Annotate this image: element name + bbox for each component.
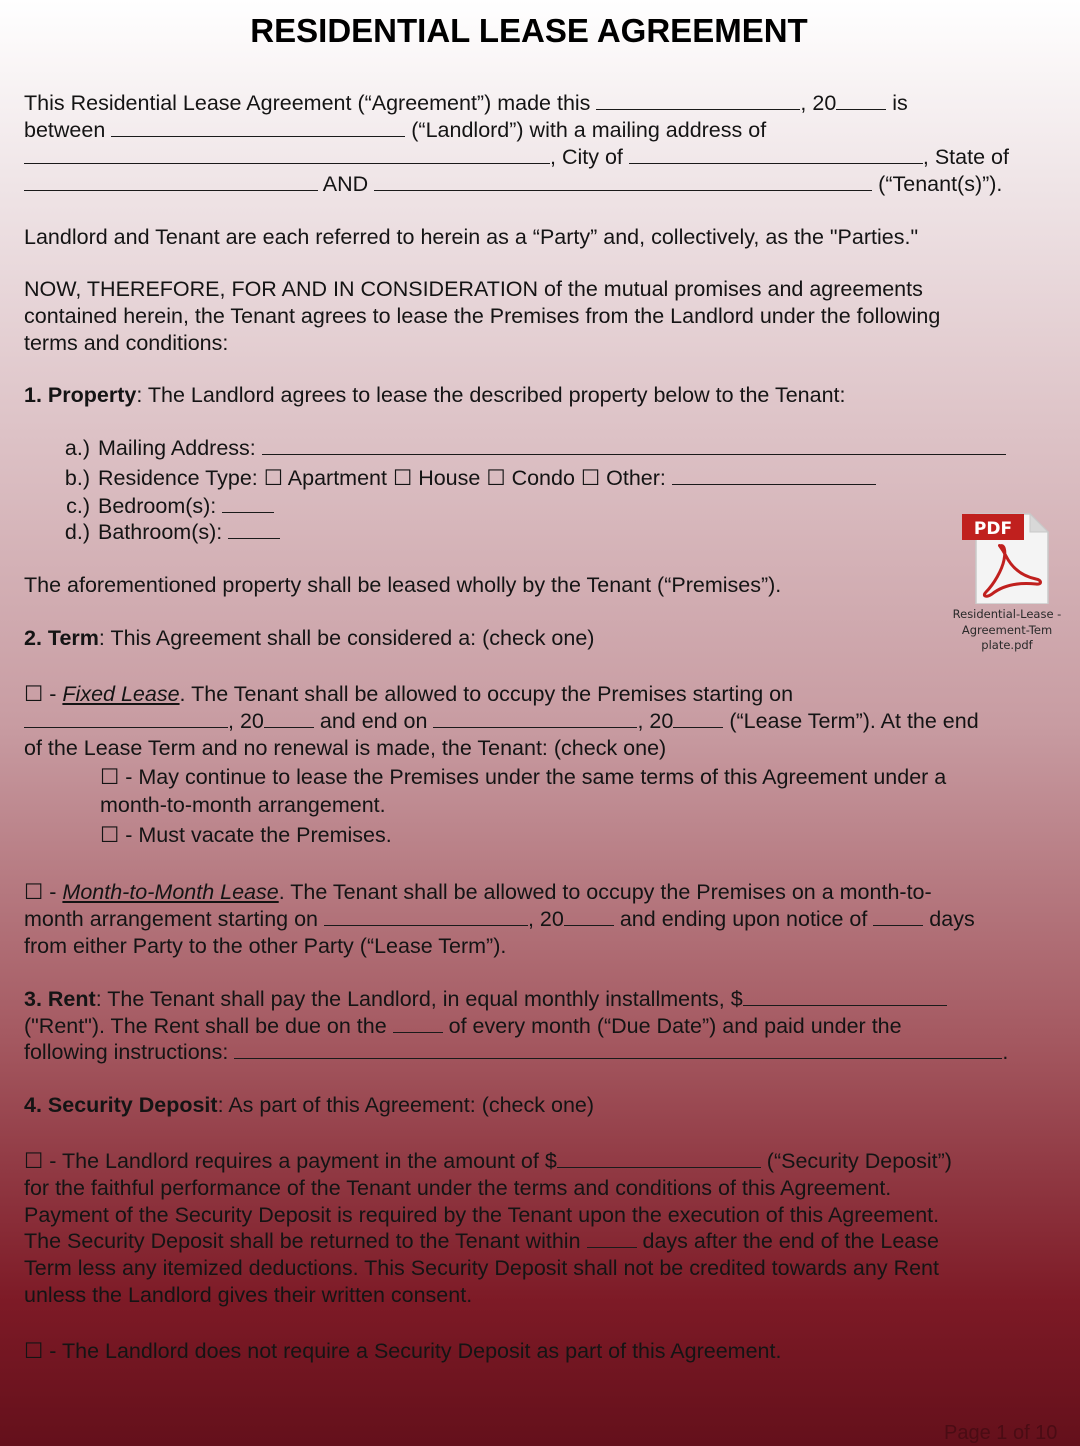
property-item-a: [52, 435, 1006, 462]
item-a-text: Mailing Address:: [98, 436, 256, 460]
city-blank[interactable]: [629, 144, 923, 164]
section-3-text: : The Tenant shall pay the Landlord, in equal monthly installments, $: [95, 987, 743, 1011]
fixed-end-year-prefix: , 20: [637, 709, 674, 733]
renewal-option-continue[interactable]: ☐ - May continue to lease the Premises under the same terms of this Agreement under a: [100, 765, 947, 789]
intro-landlord-text: (“Landlord”) with a mailing address of: [411, 118, 767, 142]
month-lease-line-3: from either Party to the other Party (“Lease Term”).: [24, 934, 507, 958]
bedrooms-blank[interactable]: [222, 493, 274, 513]
section-1-text: : The Landlord agrees to lease the described property below to the Tenant:: [136, 383, 846, 407]
page-number: Page 1 of 10: [944, 1422, 1058, 1444]
deposit-line-6: unless the Landlord gives their written consent.: [24, 1283, 473, 1307]
document-title: RESIDENTIAL LEASE AGREEMENT: [250, 12, 808, 49]
intro-line-4: [24, 171, 1002, 198]
rent-line-3: [24, 1039, 1008, 1066]
intro-text: This Residential Lease Agreement (“Agreement”) made this: [24, 91, 591, 115]
date-day-blank[interactable]: [596, 90, 800, 110]
rent-amount-blank[interactable]: [743, 986, 947, 1006]
month-lease-label: Month-to-Month Lease: [62, 880, 279, 904]
month-lease-line-1: [24, 879, 932, 906]
rent-due-text-2: of every month (“Due Date”) and paid under the: [448, 1014, 902, 1038]
instructions-text: following instructions:: [24, 1040, 229, 1064]
deposit-line-3: Payment of the Security Deposit is required by the Tenant upon the execution of this Agreement.: [24, 1203, 940, 1227]
property-item-b: [52, 465, 876, 492]
notice-days-blank[interactable]: [873, 906, 923, 926]
fixed-end-blank[interactable]: [433, 708, 637, 728]
section-1-heading: [24, 382, 846, 409]
notice-text: and ending upon notice of: [619, 907, 868, 931]
section-3-number: 3. Rent: [24, 987, 96, 1011]
rent-due-text: ("Rent"). The Rent shall be due on the: [24, 1014, 387, 1038]
deposit-not-required-option[interactable]: ☐ - The Landlord does not require a Security Deposit as part of this Agreement.: [24, 1339, 782, 1363]
month-year-prefix: , 20: [527, 907, 564, 931]
month-start-blank[interactable]: [324, 906, 528, 926]
residence-other-blank[interactable]: [672, 465, 876, 485]
due-day-blank[interactable]: [393, 1013, 443, 1033]
fixed-start-year-prefix: , 20: [228, 709, 264, 733]
landlord-name-blank[interactable]: [111, 117, 405, 137]
section-4-number: 4. Security Deposit: [24, 1093, 218, 1117]
now-line-3: terms and conditions:: [24, 331, 229, 355]
section-4-text: : As part of this Agreement: (check one): [217, 1093, 595, 1117]
fixed-end-year-blank[interactable]: [673, 708, 723, 728]
intro-state: , State of: [922, 145, 1009, 169]
intro-and: AND: [322, 172, 369, 196]
pdf-badge-label: PDF: [973, 519, 1013, 539]
deposit-required-option[interactable]: ☐ - The Landlord requires a payment in the amount of $: [24, 1149, 557, 1173]
fixed-lease-label: Fixed Lease: [62, 682, 180, 706]
month-lease-checkbox[interactable]: ☐ -: [24, 880, 57, 904]
fixed-lease-text: . The Tenant shall be allowed to occupy the Premises starting on: [179, 682, 794, 706]
item-c-label: c.): [66, 494, 90, 518]
intro-city: , City of: [550, 145, 623, 169]
property-address-blank[interactable]: [262, 435, 1006, 455]
intro-between: between: [24, 118, 106, 142]
item-b-text[interactable]: Residence Type: ☐ Apartment ☐ House ☐ Condo ☐ Other:: [98, 466, 666, 490]
rent-line-2: [24, 1013, 902, 1040]
fixed-lease-line-2: [24, 708, 979, 735]
month-lease-line-2: [24, 906, 975, 933]
rent-instructions-blank[interactable]: [234, 1039, 1002, 1059]
now-line-1: NOW, THEREFORE, FOR AND IN CONSIDERATION of the mutual promises and agreements: [24, 277, 923, 301]
property-item-d: [52, 519, 280, 546]
month-year-blank[interactable]: [564, 906, 614, 926]
item-d-label: d.): [64, 520, 90, 544]
property-item-c: [52, 493, 274, 520]
deposit-return-text-2: days after the end of the Lease: [642, 1229, 939, 1253]
section-2-number: 2. Term: [24, 626, 99, 650]
section-2-text: : This Agreement shall be considered a: (check one): [98, 626, 595, 650]
deposit-line-5: Term less any itemized deductions. This Security Deposit shall not be credited towards any Rent: [24, 1256, 939, 1280]
security-deposit-text: (“Security Deposit”): [766, 1149, 952, 1173]
fixed-start-year-blank[interactable]: [264, 708, 314, 728]
pdf-file-caption[interactable]: Residential-Lease -Agreement-Tem plate.pdf: [952, 607, 1062, 652]
mailing-address-blank[interactable]: [24, 144, 550, 164]
instructions-period: .: [1002, 1040, 1009, 1064]
section-1-number: 1. Property: [24, 383, 137, 407]
return-days-blank[interactable]: [587, 1228, 637, 1248]
premises-sentence: The aforementioned property shall be leased wholly by the Tenant (“Premises”).: [24, 573, 782, 597]
intro-is: is: [892, 91, 908, 115]
fixed-lease-line-1: [24, 681, 793, 708]
section-2-heading: [24, 625, 594, 652]
pdf-file-icon[interactable]: [960, 512, 1052, 604]
deposit-line-4: [24, 1228, 939, 1255]
intro-line-1: [24, 90, 908, 117]
fixed-lease-line-3: of the Lease Term and no renewal is made, the Tenant: (check one): [24, 736, 667, 760]
intro-line-3: [24, 144, 1009, 171]
renewal-option-continue-line-2: month-to-month arrangement.: [100, 793, 386, 817]
item-c-text: Bedroom(s):: [98, 494, 217, 518]
item-b-label: b.): [64, 466, 90, 490]
month-lease-text: . The Tenant shall be allowed to occupy the Premises on a month-to-: [278, 880, 932, 904]
year-blank[interactable]: [836, 90, 886, 110]
item-a-label: a.): [64, 436, 90, 460]
days-text: days: [929, 907, 975, 931]
section-4-heading: [24, 1092, 594, 1119]
renewal-option-vacate[interactable]: ☐ - Must vacate the Premises.: [100, 823, 392, 847]
parties-paragraph: Landlord and Tenant are each referred to herein as a “Party” and, collectively, as the "Parties.": [24, 225, 919, 249]
month-start-text: month arrangement starting on: [24, 907, 318, 931]
intro-tenant-text: (“Tenant(s)”).: [878, 172, 1003, 196]
lease-term-text: (“Lease Term”). At the end: [729, 709, 979, 733]
fixed-end-text: and end on: [319, 709, 428, 733]
now-line-2: contained herein, the Tenant agrees to lease the Premises from the Landlord under the following: [24, 304, 941, 328]
deposit-return-text: The Security Deposit shall be returned to the Tenant within: [24, 1229, 581, 1253]
fixed-start-blank[interactable]: [24, 708, 228, 728]
deposit-option-1-line-1: [24, 1148, 952, 1175]
intro-year-prefix: , 20: [800, 91, 837, 115]
tenant-name-blank[interactable]: [374, 171, 872, 191]
fixed-lease-checkbox[interactable]: ☐ -: [24, 682, 57, 706]
deposit-amount-blank[interactable]: [557, 1148, 761, 1168]
item-d-text: Bathroom(s):: [98, 520, 223, 544]
state-blank[interactable]: [24, 171, 318, 191]
intro-line-2: [24, 117, 766, 144]
deposit-line-2: for the faithful performance of the Tenant under the terms and conditions of this Agreement.: [24, 1176, 892, 1200]
section-3-heading: [24, 986, 947, 1013]
bathrooms-blank[interactable]: [228, 519, 280, 539]
